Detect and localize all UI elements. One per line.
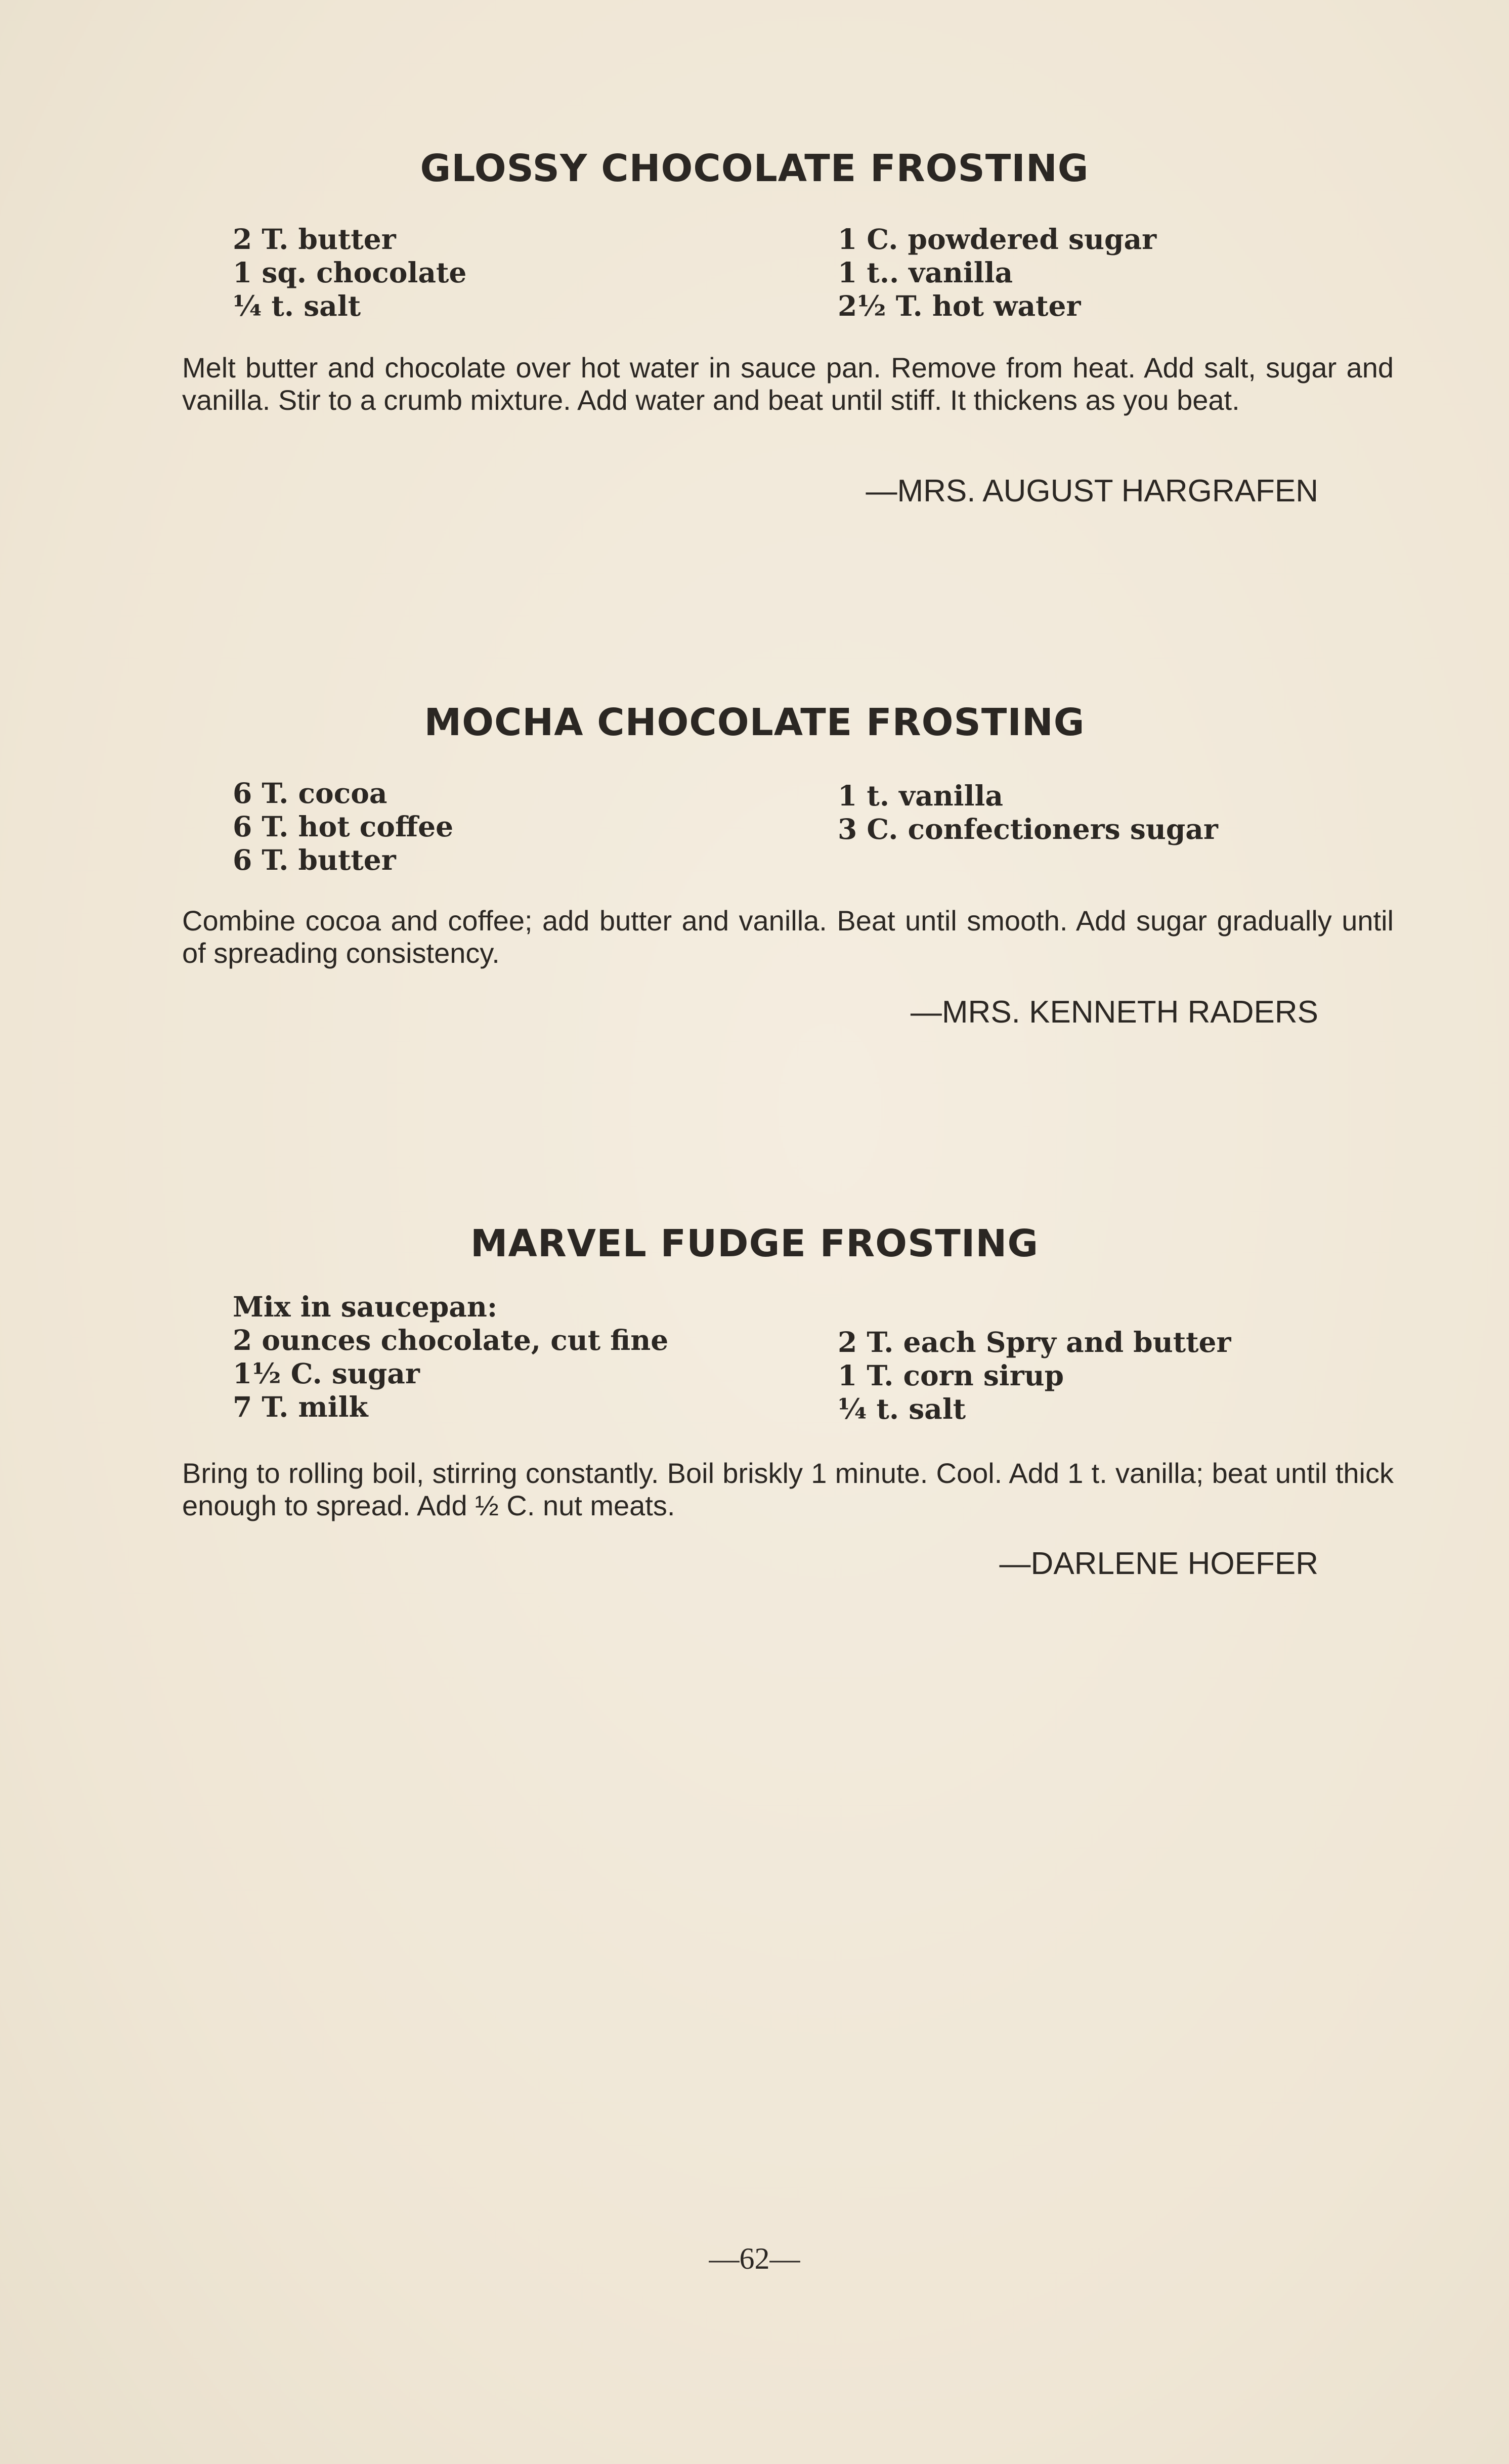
recipe-title-glossy: GLOSSY CHOCOLATE FROSTING [420,147,1089,190]
ingredient: 1 t. vanilla [838,779,1004,812]
method-glossy: Melt butter and chocolate over hot water in sauce pan. Remove from heat. Add salt, sugar and vanilla. Stir to a crumb mixture. Add water and beat until stiff. It thickens as you beat. [182,352,1394,416]
ingredient: 1 T. corn sirup [838,1359,1064,1392]
author-glossy: —MRS. AUGUST HARGRAFEN [866,474,1318,508]
page-number: —62— [709,2242,800,2275]
author-marvel: —DARLENE HOEFER [999,1546,1318,1581]
ingredients-right-marvel [838,1326,1231,1426]
recipe-title-mocha: MOCHA CHOCOLATE FROSTING [424,701,1085,744]
method-mocha: Combine cocoa and coffee; add butter and vanilla. Beat until smooth. Add sugar gradually until of spreading consistency. [182,905,1394,969]
recipe-title-marvel: MARVEL FUDGE FROSTING [470,1222,1039,1265]
ingredients-right-mocha [838,779,1218,846]
ingredient: 2½ T. hot water [838,289,1081,322]
ingredient: 1 t.. vanilla [838,256,1013,289]
author-mocha: —MRS. KENNETH RADERS [910,995,1318,1030]
ingredient: 2 ounces chocolate, cut fine [233,1324,669,1356]
ingredient: 1 sq. chocolate [233,256,467,289]
ingredient: 7 T. milk [233,1390,368,1423]
ingredient: 2 T. butter [233,223,396,256]
ingredient: 2 T. each Spry and butter [838,1326,1231,1358]
ingredient: 6 T. cocoa [233,777,387,810]
ingredient: 6 T. hot coffee [233,810,454,843]
method-marvel: Bring to rolling boil, stirring constantly. Boil briskly 1 minute. Cool. Add 1 t. vanilla; beat until thick enough to spread. Add ½ C. nut meats. [182,1457,1394,1521]
ingredient: 1 C. powdered sugar [838,223,1157,256]
ingredients-left-mocha [233,777,453,877]
ingredient: ¼ t. salt [838,1392,966,1425]
ingredients-right-glossy [838,223,1156,323]
ingredients-intro: Mix in saucepan: [233,1290,498,1323]
ingredient: 1½ C. sugar [233,1357,420,1390]
ingredients-left-marvel [233,1290,668,1424]
ingredient: 6 T. butter [233,843,396,876]
ingredient: ¼ t. salt [233,289,361,322]
ingredients-left-glossy [233,223,466,323]
ingredient: 3 C. confectioners sugar [838,813,1218,845]
